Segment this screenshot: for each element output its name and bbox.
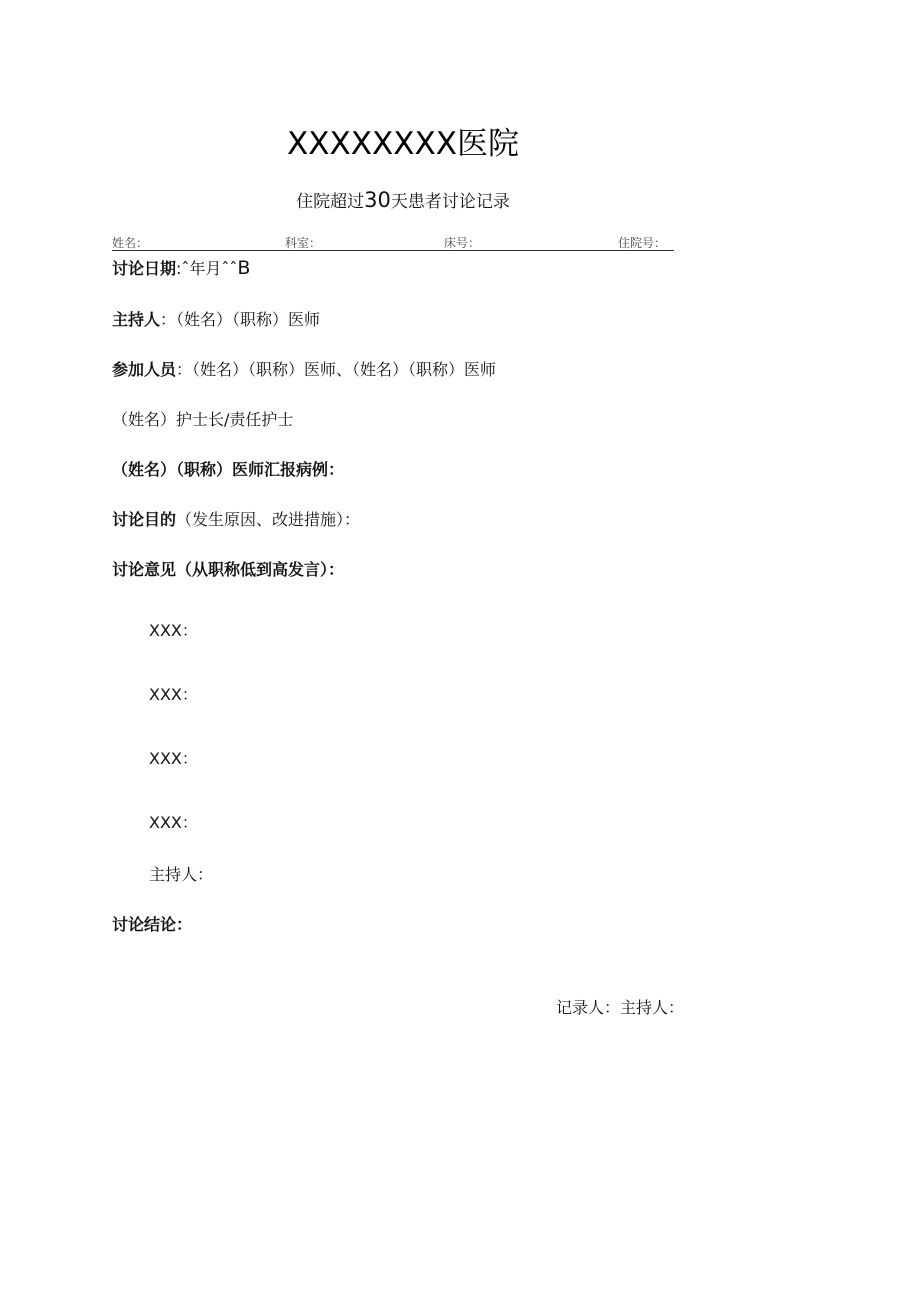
subtitle-number: 30: [364, 188, 391, 212]
participants-line: [112, 357, 496, 380]
host-line: [112, 307, 320, 330]
host-label: 主持人: [112, 310, 161, 329]
admission-number-label: 住院号：: [618, 236, 667, 250]
document-subtitle: [0, 187, 806, 212]
bed-number-label: 床号：: [444, 236, 481, 250]
participants-line-2: （姓名）护士长/责任护士: [112, 410, 294, 429]
discussion-date-label: 讨论日期: [112, 259, 177, 278]
subtitle-prefix: 住院超过: [296, 192, 365, 212]
conclusion-heading: 讨论结论：: [112, 915, 193, 934]
speaker-line-2: XXX：: [149, 685, 198, 704]
opinion-heading: 讨论意见（从职称低到高发言）：: [112, 560, 345, 579]
purpose-value: （发生原因、改进措施）：: [176, 510, 361, 529]
participants-label: 参加人员: [112, 360, 177, 379]
subtitle-suffix: 天患者讨论记录: [390, 192, 510, 212]
purpose-label: 讨论目的: [112, 510, 177, 529]
host-signature-line: 主持人：: [149, 865, 214, 884]
patient-name-label: 姓名：: [112, 236, 149, 250]
participants-value: ：（姓名）（职称）医师、（姓名）（职称）医师: [176, 360, 497, 379]
discussion-date-line: [112, 256, 250, 279]
speaker-line-4: XXX：: [149, 813, 198, 832]
department-label: 科室：: [285, 236, 322, 250]
host-value: ：（姓名）（职称）医师: [160, 310, 321, 329]
discussion-date-suffix: B: [237, 257, 251, 279]
discussion-date-value: :ˆ年月ˆˆ: [176, 259, 238, 278]
purpose-line: [112, 507, 360, 530]
speaker-line-3: XXX：: [149, 749, 198, 768]
hospital-title: XXXXXXXX医院: [287, 126, 519, 162]
case-report-heading: （姓名）（职称）医师汇报病例：: [112, 460, 345, 479]
patient-info-row: [112, 232, 674, 251]
speaker-line-1: XXX：: [149, 621, 198, 640]
recorder-host-signature: 记录人：主持人：: [556, 998, 685, 1017]
